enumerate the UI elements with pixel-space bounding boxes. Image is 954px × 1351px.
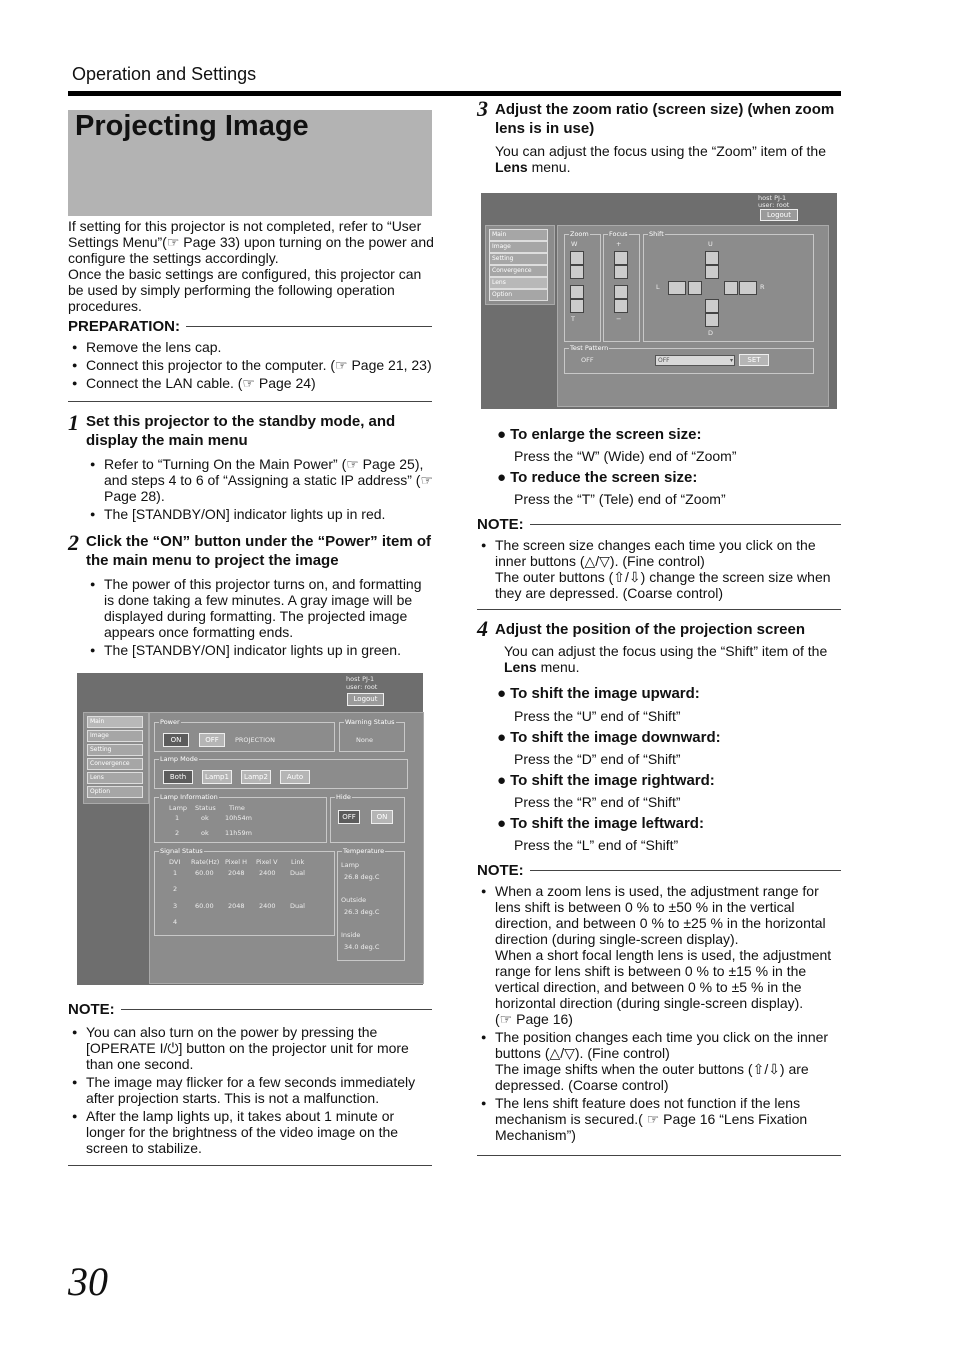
list-item: ● The position changes each time you click on the inner buttons (△/▽). (Fine control) The image shifts when the outer buttons (⇧/⇩) are depressed. (Coarse control) <box>477 1029 841 1093</box>
shift-down-text: Press the “D” end of “Shift” <box>514 751 681 767</box>
temp-inside-value: 34.0 deg.C <box>344 943 380 951</box>
signal-cell: 2048 <box>228 902 245 910</box>
list-item: ● Refer to “Turning On the Main Power” (☞ Page 25), and steps 4 to 6 of “Assigning a static IP address” (☞ Page 28). <box>86 456 434 504</box>
zoom-t-fine-icon[interactable] <box>570 285 584 299</box>
signal-cell: 2400 <box>259 902 276 910</box>
lens-panel <box>557 225 829 407</box>
divider <box>477 609 841 610</box>
note-label: NOTE: <box>477 516 524 533</box>
signal-cell: Dual <box>290 902 305 910</box>
focus-plus-fine-icon[interactable] <box>614 265 628 279</box>
page-number: 30 <box>68 1259 108 1304</box>
signal-cell: 1 <box>173 869 178 877</box>
list-item: ● Connect the LAN cable. (☞ Page 24) <box>68 375 432 391</box>
divider <box>477 1155 841 1156</box>
logout-button[interactable]: Logout <box>347 693 384 706</box>
shift-right-coarse-icon[interactable] <box>739 281 757 295</box>
intro-text: If setting for this projector is not completed, refer to “User Settings Menu”(☞ Page 33) upon turning on the power and configure the settings accordingly. Once the basic settings are configured, this projector can be used by simply performing the following operation procedures. <box>68 218 434 314</box>
shift-left-text: Press the “L” end of “Shift” <box>514 837 679 853</box>
shift-legend: Shift <box>649 230 664 238</box>
step-3 <box>477 96 841 175</box>
desc-text: menu. <box>527 159 571 175</box>
lamp-cell: ok <box>201 814 209 822</box>
lamp2-button[interactable]: Lamp2 <box>241 770 271 784</box>
shift-up-fine-icon[interactable] <box>705 265 719 279</box>
list-item: ● After the lamp lights up, it takes about 1 minute or longer for the brightness of the video image on the screen to stabilize. <box>68 1108 432 1156</box>
chevron-down-icon: ▾ <box>729 357 733 364</box>
menu-item-convergence[interactable]: Convergence <box>489 265 548 277</box>
host-label: host PJ-1 <box>346 675 375 683</box>
lamp-both-button[interactable]: Both <box>163 770 193 784</box>
menu-item-lens[interactable]: Lens <box>87 772 143 784</box>
signal-group <box>154 847 335 936</box>
signal-cell: 60.00 <box>195 869 214 877</box>
power-status: PROJECTION <box>235 736 275 744</box>
focus-group <box>603 230 640 342</box>
temp-outside-value: 26.3 deg.C <box>344 908 380 916</box>
list-item: ● The screen size changes each time you click on the inner buttons (△/▽). (Fine control) The outer buttons (⇧/⇩) change the screen size when they are depressed. (Coarse control) <box>477 537 841 601</box>
lamp-header: Lamp <box>169 804 188 812</box>
lamp-cell: 2 <box>175 829 180 837</box>
lamp-cell: 1 <box>175 814 180 822</box>
zoom-w-coarse-icon[interactable] <box>570 251 584 265</box>
shift-r-label: R <box>760 283 765 291</box>
reduce-heading: ● To reduce the screen size: <box>497 469 697 486</box>
signal-cell: 2 <box>173 885 178 893</box>
shift-right-heading: ● To shift the image rightward: <box>497 772 715 789</box>
step-number: 2 <box>68 530 79 555</box>
step-number: 1 <box>68 410 79 435</box>
lamp-cell: 11h59m <box>225 829 252 837</box>
lamp-cell: ok <box>201 829 209 837</box>
lamp-cell: 10h54m <box>225 814 252 822</box>
menu-item-image[interactable]: Image <box>87 730 143 742</box>
warning-group <box>339 718 405 752</box>
signal-header: Pixel V <box>256 858 278 866</box>
signal-cell: 4 <box>173 918 178 926</box>
note-2 <box>477 516 841 603</box>
lamp-mode-legend: Lamp Mode <box>160 755 198 763</box>
shift-u-label: U <box>708 240 713 248</box>
temp-lamp-label: Lamp <box>341 861 360 869</box>
menu-item-setting[interactable]: Setting <box>87 744 143 756</box>
step-2 <box>68 532 434 660</box>
step-1 <box>68 412 434 524</box>
lamp-mode-group <box>154 755 408 789</box>
focus-plus-coarse-icon[interactable] <box>614 251 628 265</box>
warning-value: None <box>356 736 373 744</box>
header-rule <box>68 91 841 96</box>
lamp-info-legend: Lamp Information <box>160 793 218 801</box>
zoom-t-label: T <box>571 315 575 323</box>
list-item: ● You can also turn on the power by pressing the [OPERATE I/⏻] button on the projector unit for more than one second. <box>68 1024 432 1072</box>
menu-item-main[interactable]: Main <box>489 229 548 241</box>
preparation <box>68 318 432 393</box>
temp-outside-label: Outside <box>341 896 367 904</box>
page-title: Projecting Image <box>75 110 309 142</box>
focus-minus-label: − <box>616 315 622 323</box>
desc-text: menu. <box>536 659 580 675</box>
list-item: ● Remove the lens cap. <box>68 339 432 355</box>
select-value: OFF <box>658 357 670 364</box>
step-title: Click the “ON” button under the “Power” item of the main menu to project the image <box>86 533 432 569</box>
shift-up-coarse-icon[interactable] <box>705 251 719 265</box>
shift-left-coarse-icon[interactable] <box>668 281 686 295</box>
warning-legend: Warning Status <box>345 718 395 726</box>
shift-right-text: Press the “R” end of “Shift” <box>514 794 681 810</box>
hide-legend: Hide <box>336 793 351 801</box>
note-label: NOTE: <box>477 862 524 879</box>
test-pattern-group <box>564 344 814 374</box>
signal-cell: Dual <box>290 869 305 877</box>
reduce-text: Press the “T” (Tele) end of “Zoom” <box>514 491 726 507</box>
signal-header: Rate(Hz) <box>191 858 220 866</box>
lamp1-button[interactable]: Lamp1 <box>202 770 232 784</box>
temperature-legend: Temperature <box>343 847 385 855</box>
list-item: ● The [STANDBY/ON] indicator lights up in green. <box>86 642 434 658</box>
list-item: ● When a zoom lens is used, the adjustment range for lens shift is between 0 % to ±50 % in the vertical direction, and between 0 % to ±25 % in the horizontal direction (during single-screen display). When a short focal length lens is used, the adjustment range for lens shift is between 0 % to ±15 % in the vertical direction, and between 0 % to ±5 % in the horizontal direction (during single-screen display). (☞ Page 16) <box>477 883 841 1027</box>
desc-bold: Lens <box>495 159 528 175</box>
divider <box>68 1165 432 1166</box>
step-description <box>504 643 841 675</box>
menu-item-convergence[interactable]: Convergence <box>87 758 143 770</box>
section-title: Operation and Settings <box>72 64 257 84</box>
lamp-header: Status <box>195 804 216 812</box>
step-4 <box>477 616 841 675</box>
shift-up-heading: ● To shift the image upward: <box>497 685 700 702</box>
focus-plus-label: + <box>616 240 622 248</box>
zoom-t-coarse-icon[interactable] <box>570 299 584 313</box>
menu-item-option[interactable]: Option <box>87 786 143 798</box>
temperature-group <box>337 847 405 961</box>
user-label: user: root <box>758 201 790 209</box>
list-item: ● The [STANDBY/ON] indicator lights up in red. <box>86 506 434 522</box>
signal-cell: 3 <box>173 902 178 910</box>
test-pattern-select[interactable] <box>655 355 735 366</box>
zoom-group <box>564 230 601 342</box>
signal-legend: Signal Status <box>160 847 203 855</box>
menu-item-image[interactable]: Image <box>489 241 548 253</box>
signal-header: DVI <box>169 858 181 866</box>
note-3 <box>477 862 841 1145</box>
power-legend: Power <box>160 718 180 726</box>
menu-panel <box>83 712 149 804</box>
temp-lamp-value: 26.8 deg.C <box>344 873 380 881</box>
focus-legend: Focus <box>609 230 628 238</box>
hide-off-button[interactable]: OFF <box>338 810 360 824</box>
step-title: Adjust the position of the projection screen <box>495 621 806 638</box>
shift-d-label: D <box>708 329 714 337</box>
desc-bold: Lens <box>504 659 537 675</box>
enlarge-text: Press the “W” (Wide) end of “Zoom” <box>514 448 737 464</box>
desc-text: You can adjust the focus using the “Zoom” item of the <box>495 143 827 159</box>
preparation-label: PREPARATION: <box>68 318 180 335</box>
set-button[interactable]: SET <box>739 354 769 366</box>
shift-down-heading: ● To shift the image downward: <box>497 729 721 746</box>
shift-left-fine-icon[interactable] <box>688 281 702 295</box>
logout-button[interactable]: Logout <box>760 209 798 221</box>
list-item: ● Connect this projector to the computer. (☞ Page 21, 23) <box>68 357 432 373</box>
lens-menu-screenshot <box>481 193 837 409</box>
shift-group <box>643 230 814 342</box>
menu-item-lens[interactable]: Lens <box>489 277 548 289</box>
power-group <box>154 718 335 752</box>
enlarge-heading: ● To enlarge the screen size: <box>497 426 702 443</box>
hide-on-button[interactable]: ON <box>371 810 393 824</box>
test-pattern-value: OFF <box>581 356 594 364</box>
zoom-w-label: W <box>571 240 578 248</box>
host-label: host PJ-1 <box>758 194 787 202</box>
list-item: ● The power of this projector turns on, and formatting is done taking a few minutes. A gray image will be displayed during formatting. The projected image appears once formatting ends. <box>86 576 434 640</box>
lamp-info-group <box>154 793 327 843</box>
shift-l-label: L <box>656 283 660 291</box>
divider <box>68 401 432 402</box>
zoom-legend: Zoom <box>570 230 589 238</box>
lamp-header: Time <box>229 804 245 812</box>
user-label: user: root <box>346 683 378 691</box>
signal-cell: 60.00 <box>195 902 214 910</box>
signal-cell: 2048 <box>228 869 245 877</box>
shift-down-fine-icon[interactable] <box>705 299 719 313</box>
list-item: ● The lens shift feature does not function if the lens mechanism is secured.( ☞ Page 16 “Lens Fixation Mechanism”) <box>477 1095 841 1143</box>
step-title: Set this projector to the standby mode, and display the main menu <box>86 413 396 449</box>
test-pattern-legend: Test Pattern <box>570 344 609 352</box>
signal-cell: 2400 <box>259 869 276 877</box>
signal-header: Link <box>291 858 305 866</box>
shift-right-fine-icon[interactable] <box>724 281 738 295</box>
step-title: Adjust the zoom ratio (screen size) (when zoom lens is in use) <box>495 101 835 137</box>
menu-panel <box>485 225 555 305</box>
menu-item-setting[interactable]: Setting <box>489 253 548 265</box>
main-menu-screenshot <box>77 673 423 985</box>
step-number: 4 <box>477 616 488 641</box>
step-description <box>495 143 841 175</box>
power-on-button[interactable]: ON <box>163 733 189 747</box>
shift-down-coarse-icon[interactable] <box>705 313 719 327</box>
temp-inside-label: Inside <box>341 931 361 939</box>
note-1 <box>68 1001 432 1158</box>
shift-left-heading: ● To shift the image leftward: <box>497 815 704 832</box>
step-number: 3 <box>477 96 488 121</box>
focus-minus-fine-icon[interactable] <box>614 285 628 299</box>
menu-item-main[interactable]: Main <box>87 716 143 728</box>
menu-item-option[interactable]: Option <box>489 289 548 301</box>
focus-minus-coarse-icon[interactable] <box>614 299 628 313</box>
lamp-auto-button[interactable]: Auto <box>280 770 310 784</box>
power-off-button[interactable]: OFF <box>199 733 225 747</box>
desc-text: You can adjust the focus using the “Shift” item of the <box>504 643 828 659</box>
title-box <box>68 110 432 216</box>
zoom-w-fine-icon[interactable] <box>570 265 584 279</box>
shift-up-text: Press the “U” end of “Shift” <box>514 708 681 724</box>
hide-group <box>330 793 405 843</box>
main-panel <box>149 712 424 984</box>
signal-header: Pixel H <box>225 858 247 866</box>
list-item: ● The image may flicker for a few seconds immediately after projection starts. This is not a malfunction. <box>68 1074 432 1106</box>
note-label: NOTE: <box>68 1001 115 1018</box>
